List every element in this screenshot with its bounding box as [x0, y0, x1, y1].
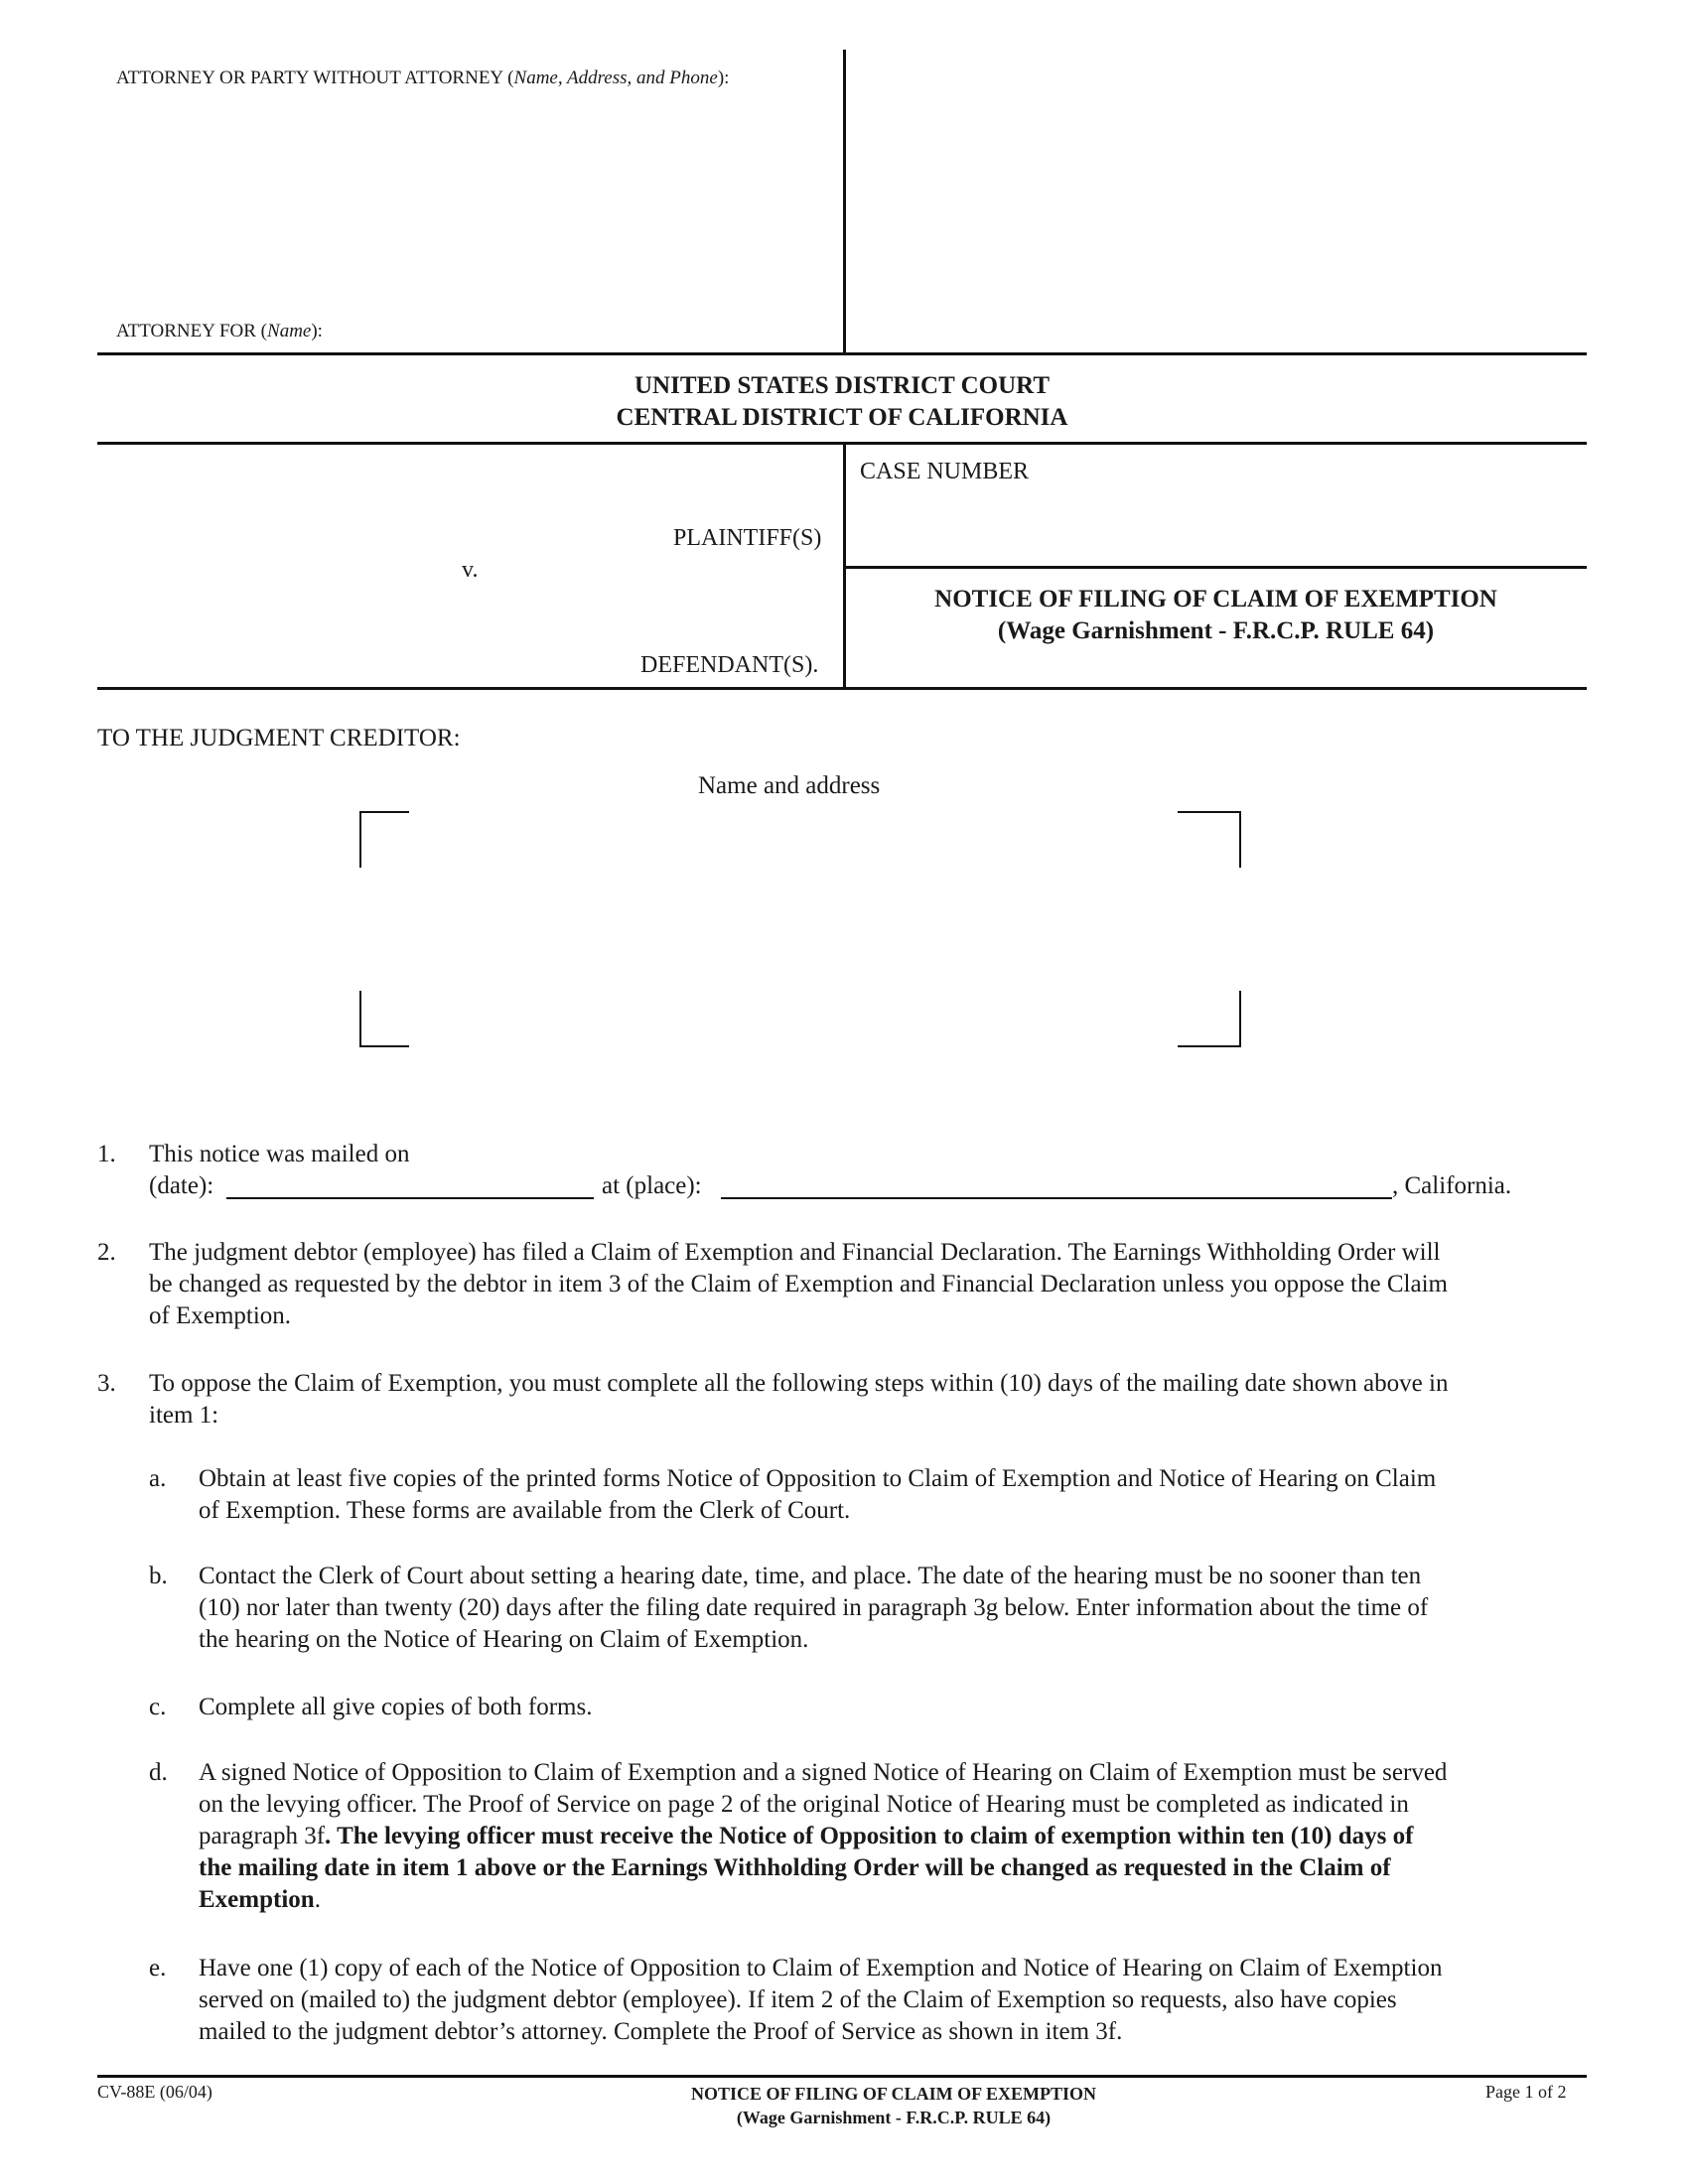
- item-3e-letter: e.: [149, 1955, 167, 1981]
- address-bracket-top-right: [1178, 811, 1241, 868]
- item-1-date-label: (date):: [149, 1172, 214, 1199]
- caption-rule-3: [97, 687, 1587, 690]
- address-bracket-bottom-left: [359, 991, 409, 1047]
- item-3-number: 3.: [97, 1370, 116, 1397]
- item-3b-letter: b.: [149, 1563, 168, 1589]
- item-1-number: 1.: [97, 1141, 116, 1167]
- attorney-label: ATTORNEY OR PARTY WITHOUT ATTORNEY (Name, Address, and Phone):: [116, 68, 730, 88]
- plaintiff-label: PLAINTIFF(S): [673, 525, 822, 551]
- footer-page-number: Page 1 of 2: [1485, 2082, 1567, 2102]
- item-3a-text: Obtain at least five copies of the printed forms Notice of Opposition to Claim of Exemption and Notice of Hearing on Claim of Exemption. These forms are available from the Clerk of Court.: [199, 1465, 1437, 1524]
- date-field[interactable]: [226, 1197, 594, 1199]
- caption-vertical-divider-top: [843, 50, 846, 352]
- item-3c-letter: c.: [149, 1694, 167, 1720]
- caption-vertical-divider-bottom: [843, 442, 846, 688]
- attorney-for-label: ATTORNEY FOR (Name):: [116, 321, 323, 341]
- address-bracket-bottom-right: [1178, 991, 1241, 1047]
- name-and-address-label: Name and address: [698, 772, 881, 799]
- item-2-number: 2.: [97, 1239, 116, 1266]
- item-3d-text: A signed Notice of Opposition to Claim of Exemption and a signed Notice of Hearing on Claim of Exemption must be served on the levying officer. The Proof of Service on page 2 of the original Notice of Hearing must be completed as indicated in paragraph 3f. The levying officer must receive the Notice of Opposition to claim of exemption within ten (10) days of the mailing date in item 1 above or the Earnings Withholding Order will be changed as requested in the Claim of Exemption.: [199, 1759, 1448, 1913]
- item-3e-text: Have one (1) copy of each of the Notice of Opposition to Claim of Exemption and Notice of Hearing on Claim of Exemption served on (mailed to) the judgment debtor (employee). If item 2 of the Claim of Exemption so requests, also have copies mailed to the judgment debtor’s attorney. Complete the Proof of Service as shown in item 3f.: [199, 1955, 1443, 2045]
- item-3d-letter: d.: [149, 1759, 168, 1786]
- caption-rule-1: [97, 352, 1587, 355]
- item-1-text: This notice was mailed on: [149, 1141, 410, 1167]
- footer-form-code: CV-88E (06/04): [97, 2082, 212, 2102]
- item-1-state: , California.: [1392, 1172, 1512, 1199]
- item-3b-text: Contact the Clerk of Court about setting a hearing date, time, and place. The date of the hearing must be no sooner than ten (10) nor later than twenty (20) days after the filing date required in paragraph 3g below. Enter information about the time of the hearing on the Notice of Hearing on Claim of Exemption.: [199, 1563, 1429, 1653]
- item-1-place-label: at (place):: [602, 1172, 702, 1199]
- item-3a-letter: a.: [149, 1465, 167, 1492]
- footer-title: NOTICE OF FILING OF CLAIM OF EXEMPTION (Wage Garnishment - F.R.C.P. RULE 64): [690, 2084, 1096, 2127]
- defendant-label: DEFENDANT(S).: [640, 652, 819, 678]
- case-number-rule: [845, 566, 1587, 569]
- case-number-label: CASE NUMBER: [860, 459, 1030, 484]
- item-3-text: To oppose the Claim of Exemption, you must complete all the following steps within (10) days of the mailing date shown above in item 1:: [149, 1370, 1449, 1429]
- court-name: UNITED STATES DISTRICT COURT CENTRAL DISTRICT OF CALIFORNIA: [616, 372, 1068, 431]
- form-title: NOTICE OF FILING OF CLAIM OF EXEMPTION (Wage Garnishment - F.R.C.P. RULE 64): [934, 586, 1497, 644]
- footer-rule: [97, 2075, 1587, 2078]
- item-2-text: The judgment debtor (employee) has filed a Claim of Exemption and Financial Declaration. The Earnings Withholding Order will be changed as requested by the debtor in item 3 of the Claim of Exemption and Financial Declaration unless you oppose the Claim of Exemption.: [149, 1239, 1448, 1329]
- item-3c-text: Complete all give copies of both forms.: [199, 1694, 593, 1720]
- address-bracket-top-left: [359, 811, 409, 868]
- to-judgment-creditor-label: TO THE JUDGMENT CREDITOR:: [97, 725, 461, 751]
- place-field[interactable]: [721, 1197, 1392, 1199]
- versus-label: v.: [462, 557, 479, 583]
- caption-rule-2: [97, 442, 1587, 445]
